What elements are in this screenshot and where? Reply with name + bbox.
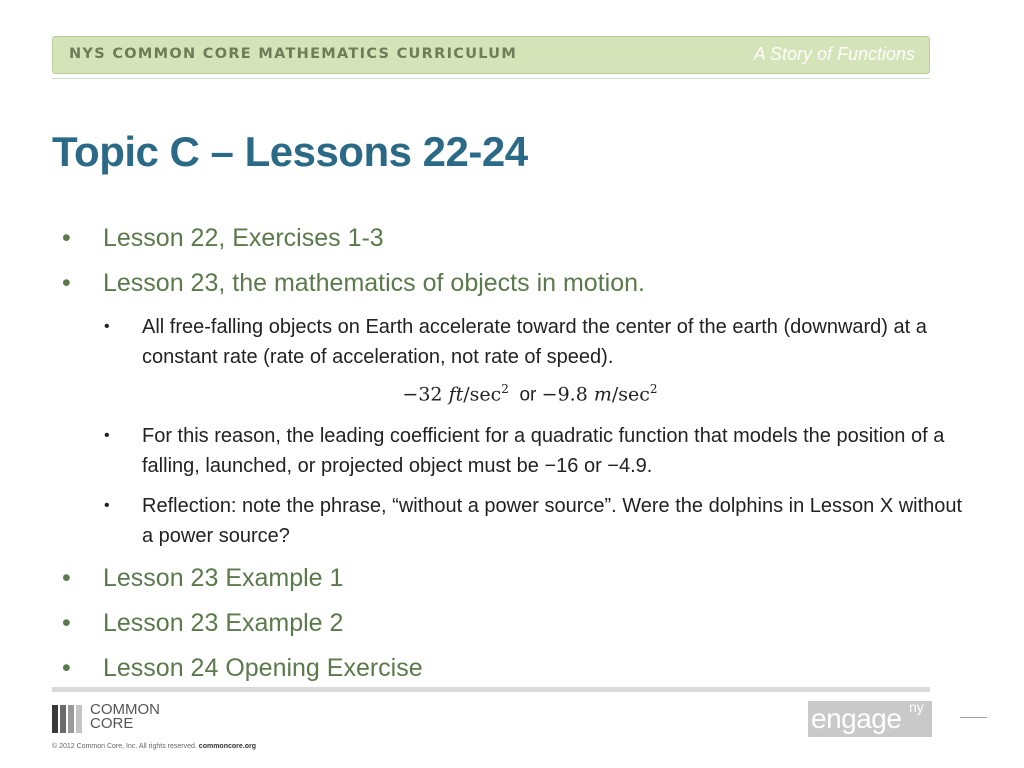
curriculum-label: NYS COMMON CORE MATHEMATICS CURRICULUM bbox=[69, 46, 518, 62]
common-core-logo-icon bbox=[52, 705, 84, 733]
story-label: A Story of Functions bbox=[753, 44, 915, 64]
formula-exp-1: 2 bbox=[501, 382, 509, 396]
sub-list-item-text: All free-falling objects on Earth accelerate toward the center of the earth (downward) at a constant rate (rate of acceleration, not rate of speed). bbox=[142, 316, 927, 368]
bullet-icon: • bbox=[62, 269, 71, 297]
list-item-text: Lesson 23 Example 2 bbox=[103, 609, 344, 637]
bullet-icon: • bbox=[104, 497, 110, 514]
engage-word: engage bbox=[811, 703, 902, 734]
acceleration-formula bbox=[0, 382, 1024, 406]
page-number-line bbox=[960, 717, 987, 718]
formula-unit-ft: ft bbox=[448, 383, 464, 406]
formula-or: or bbox=[508, 384, 542, 406]
bullet-icon: • bbox=[104, 427, 110, 444]
formula-sec-1: /sec bbox=[463, 383, 502, 406]
engage-ny-sup: ny bbox=[909, 699, 924, 715]
list-item-text: Lesson 22, Exercises 1-3 bbox=[103, 224, 384, 252]
formula-unit-m: m bbox=[593, 383, 612, 406]
copyright-notice bbox=[52, 743, 256, 750]
copyright-text: © 2012 Common Core, Inc. All rights reserved. bbox=[52, 743, 197, 750]
list-item-text: Lesson 23, the mathematics of objects in motion. bbox=[103, 269, 645, 297]
formula-sec-2: /sec bbox=[611, 383, 650, 406]
footer-divider bbox=[52, 687, 930, 692]
formula-exp-2: 2 bbox=[649, 382, 658, 396]
list-item-text: Lesson 23 Example 1 bbox=[103, 564, 344, 592]
header-divider bbox=[52, 78, 930, 79]
sub-list-item-text: Reflection: note the phrase, “without a power source”. Were the dolphins in Lesson X without a power source? bbox=[142, 495, 963, 547]
bullet-icon: • bbox=[62, 654, 71, 682]
bullet-icon: • bbox=[104, 318, 110, 335]
formula-value-1: −32 bbox=[402, 383, 449, 406]
common-core-logo-text bbox=[90, 703, 160, 731]
list-item-text: Lesson 24 Opening Exercise bbox=[103, 654, 423, 682]
bullet-icon: • bbox=[62, 224, 71, 252]
bullet-icon: • bbox=[62, 564, 71, 592]
site-link[interactable]: commoncore.org bbox=[198, 743, 256, 750]
header-bar bbox=[52, 36, 930, 74]
formula-value-2: −9.8 bbox=[541, 383, 594, 406]
sub-list-item-text: For this reason, the leading coefficient for a quadratic function that models the position of a falling, launched, or projected object must be −16 or −4.9. bbox=[142, 425, 945, 477]
page-title: Topic C – Lessons 22-24 bbox=[52, 128, 528, 175]
logo-line-2: CORE bbox=[90, 715, 134, 732]
engage-ny-logo bbox=[808, 701, 932, 737]
bullet-icon: • bbox=[62, 609, 71, 637]
logo-line-1: COMMON bbox=[90, 701, 160, 718]
